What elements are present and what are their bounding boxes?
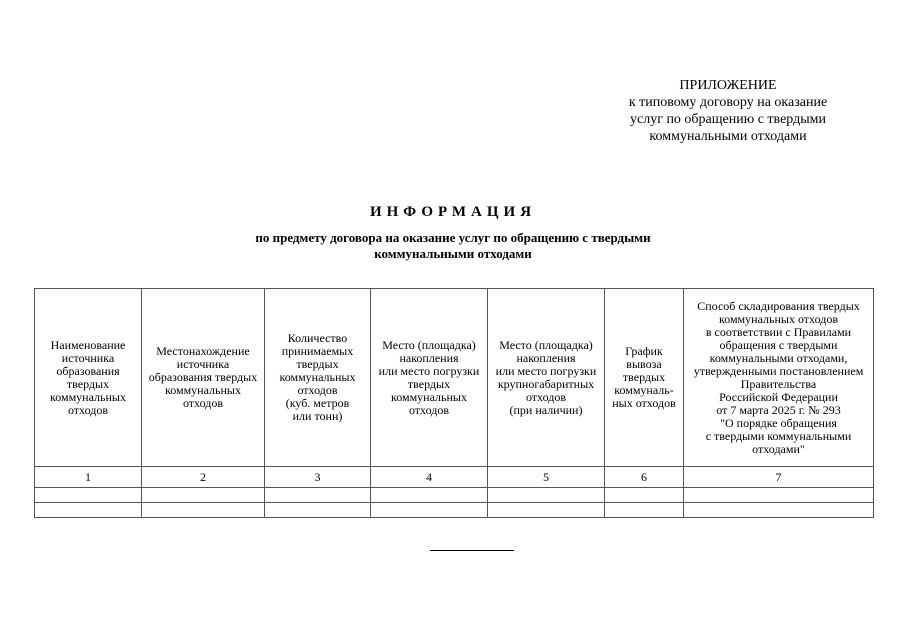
column-number: 6 <box>605 467 684 488</box>
column-header-line: коммунальных отходов <box>718 311 839 326</box>
document-title: ИНФОРМАЦИЯ <box>369 204 537 220</box>
column-header <box>488 289 605 467</box>
table-row <box>35 488 874 503</box>
column-header <box>605 289 684 467</box>
column-number-row <box>35 467 874 488</box>
column-number: 7 <box>684 467 874 488</box>
table-cell <box>371 488 488 503</box>
appendix-line: к типовому договору на оказание <box>628 95 828 110</box>
column-header-line: твердых <box>296 357 339 371</box>
column-header-line: твердых <box>622 370 666 384</box>
column-header-line: источника <box>176 357 230 371</box>
column-header-line: коммунальных <box>279 370 356 384</box>
column-header-line: обращения с твердыми <box>719 337 838 352</box>
column-header-line: (при наличии) <box>509 402 583 417</box>
column-header-line: ных отходов <box>612 396 676 410</box>
column-header-line: образования твердых <box>148 370 258 384</box>
table-row <box>35 503 874 518</box>
column-header-line: Местонахождение <box>156 344 250 358</box>
column-number: 3 <box>265 467 371 488</box>
column-number: 5 <box>488 467 605 488</box>
appendix-header <box>597 77 859 145</box>
table-cell <box>684 503 874 518</box>
column-header-line: или место погрузки <box>495 363 597 378</box>
column-header <box>142 289 265 467</box>
column-header-line: твердых <box>66 376 110 391</box>
column-header-line: образования <box>56 363 120 378</box>
column-header-line: коммунальных <box>165 383 241 397</box>
table-header-row <box>35 289 874 467</box>
column-header-line: Место (площадка) <box>382 337 476 352</box>
column-header-line: отходов <box>182 396 224 410</box>
table-cell <box>35 503 142 518</box>
column-header-line: коммунальными отходами, <box>709 350 848 365</box>
appendix-title: ПРИЛОЖЕНИЕ <box>679 78 777 93</box>
column-header-line: Место (площадка) <box>499 337 593 352</box>
table-cell <box>142 503 265 518</box>
subtitle-line: по предмету договора на оказание услуг по обращению с твердыми <box>255 230 651 245</box>
appendix-line: коммунальными отходами <box>649 129 807 144</box>
column-header-line: или место погрузки <box>378 363 480 378</box>
column-header-line: График <box>625 344 663 358</box>
appendix-line: услуг по обращению с твердыми <box>630 112 826 127</box>
table-cell <box>684 488 874 503</box>
column-header-line: источника <box>61 350 115 365</box>
column-header <box>684 289 874 467</box>
column-number: 4 <box>371 467 488 488</box>
column-header-line: твердых <box>407 376 451 391</box>
column-header-line: отходов <box>67 402 109 417</box>
column-header-line: накопления <box>399 350 459 365</box>
column-header-line: от 7 марта 2025 г. № 293 <box>716 402 841 417</box>
column-header-line: Правительства <box>740 376 817 391</box>
column-header-line: крупногабаритных <box>497 376 595 391</box>
column-header-line: коммунальных <box>50 389 126 404</box>
column-header-line: (куб. метров <box>285 396 350 410</box>
subtitle-line: коммунальными отходами <box>374 246 532 261</box>
table-cell <box>605 503 684 518</box>
table-cell <box>605 488 684 503</box>
document-subtitle <box>0 230 906 262</box>
column-header-line: Количество <box>287 331 348 345</box>
column-header-line: отходов <box>408 402 450 417</box>
column-header-line: утвержденными постановлением <box>693 363 864 378</box>
column-header-line: вывоза <box>626 357 662 371</box>
table-cell <box>142 488 265 503</box>
column-header-line: отходов <box>297 383 338 397</box>
table-cell <box>35 488 142 503</box>
column-header-line: "О порядке обращения <box>720 415 837 430</box>
table-cell <box>265 503 371 518</box>
footer-divider <box>430 550 514 551</box>
table-cell <box>488 488 605 503</box>
column-header-line: отходов <box>525 389 567 404</box>
column-header <box>371 289 488 467</box>
column-header-line: коммуналь- <box>614 383 674 397</box>
information-table <box>34 288 874 518</box>
column-header-line: Российской Федерации <box>719 389 838 404</box>
column-header-line: коммунальных <box>391 389 467 404</box>
column-header-line: в соответствии с Правилами <box>705 324 852 339</box>
column-header <box>265 289 371 467</box>
column-number: 2 <box>142 467 265 488</box>
table-cell <box>488 503 605 518</box>
column-header-line: принимаемых <box>281 344 354 358</box>
column-header-line: накопления <box>516 350 576 365</box>
table-cell <box>371 503 488 518</box>
column-header-line: с твердыми коммунальными <box>705 428 852 443</box>
column-header-line: Способ складирования твердых <box>697 298 860 313</box>
column-header <box>35 289 142 467</box>
column-header-line: или тонн) <box>292 409 343 423</box>
column-number: 1 <box>35 467 142 488</box>
table-cell <box>265 488 371 503</box>
column-header-line: Наименование <box>50 337 126 352</box>
column-header-line: отходами" <box>752 441 805 456</box>
